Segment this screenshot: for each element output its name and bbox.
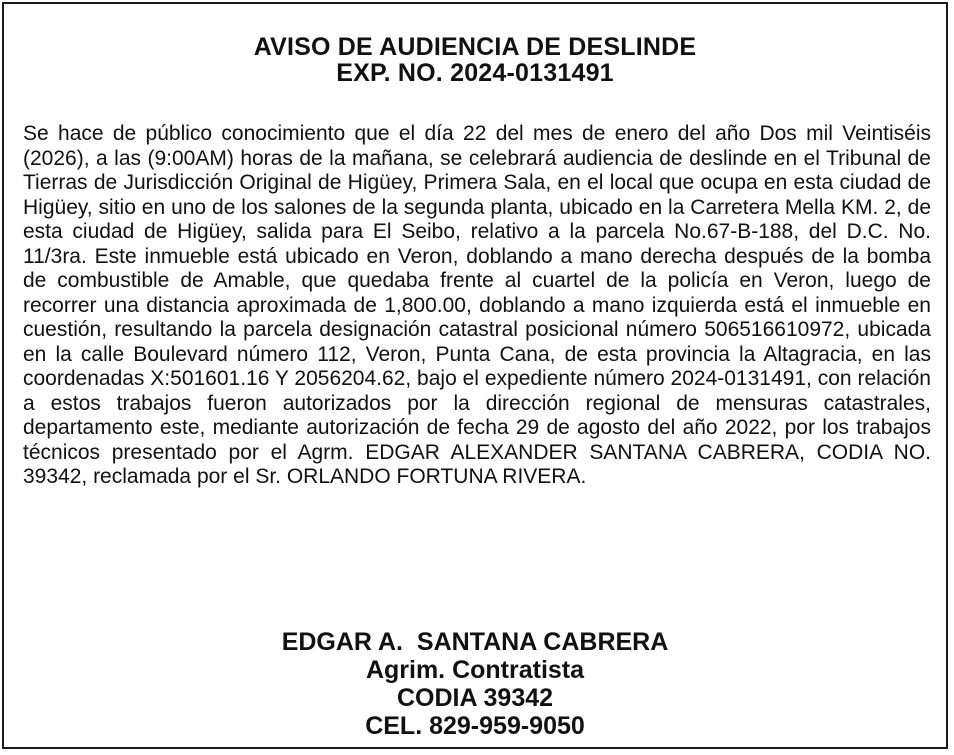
signer-phone: CEL. 829-959-9050 <box>365 712 585 740</box>
notice-title: AVISO DE AUDIENCIA DE DESLINDE <box>253 33 697 61</box>
legal-notice <box>2 2 948 749</box>
signer-role: Agrim. Contratista <box>365 656 585 684</box>
expedient-number: EXP. NO. 2024-0131491 <box>336 59 614 87</box>
signer-codia: CODIA 39342 <box>396 684 554 712</box>
notice-header <box>4 34 946 86</box>
notice-body: Se hace de público conocimiento que el día 22 del mes de enero del año Dos mil Veintiséis (2026), a las (9:00AM) horas de la mañana, se celebrará audiencia de deslinde en el Tribunal de Tierras de Jurisdicción Original de Higüey, Primera Sala, en el local que ocupa en esta ciudad de Higüey, sitio en uno de los salones de la segunda planta, ubicado en la Carretera Mella KM. 2, de esta ciudad de Higüey, salida para El Seibo, relativo a la parcela No.67-B-188, del D.C. No. 11/3ra. Este inmueble está ubicado en Veron, doblando a mano derecha después de la bomba de combustible de Amable, que quedaba frente al cuartel de la policía en Veron, luego de recorrer una distancia aproximada de 1,800.00, doblando a mano izquierda está el inmueble en cuestión, resultando la parcela designación catastral posicional número 506516610972, ubicada en la calle Boulevard número 112, Veron, Punta Cana, de esta provincia la Altagracia, en las coordenadas X:501601.16 Y 2056204.62, bajo el expediente número 2024-0131491, con relación a estos trabajos fueron autorizados por la dirección regional de mensuras catastrales, departamento este, mediante autorización de fecha 29 de agosto del año 2022, por los trabajos técnicos presentado por el Agrm. EDGAR ALEXANDER SANTANA CABRERA, CODIA NO. 39342, reclamada por el Sr. ORLANDO FORTUNA RIVERA. <box>23 122 931 488</box>
signature-block <box>4 628 946 740</box>
signer-name: EDGAR A. SANTANA CABRERA <box>281 628 669 656</box>
